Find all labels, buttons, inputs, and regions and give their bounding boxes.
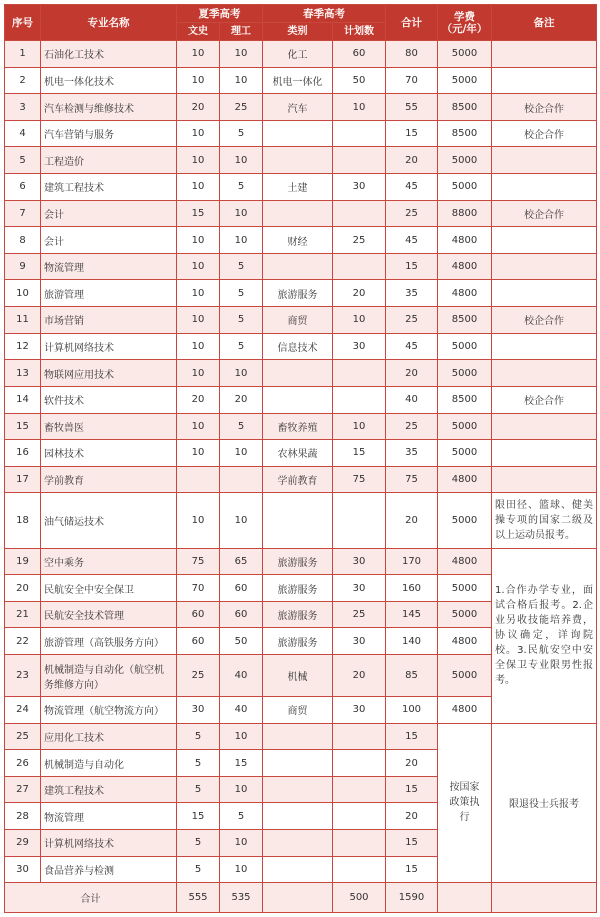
header-summer-exam: 夏季高考 [177,5,263,23]
row-li-count: 60 [220,601,263,628]
row-fee: 5000 [438,67,492,94]
row-li-count: 5 [220,803,263,830]
row-spring-plan [333,776,386,803]
row-spring-plan [333,120,386,147]
table-row [5,307,597,334]
row-spring-category: 机械 [263,655,333,697]
row-fee: 8500 [438,307,492,334]
row-wen-count: 10 [177,360,220,387]
header-plan: 计划数 [333,23,386,41]
row-fee: 5000 [438,575,492,602]
row-major-name: 畜牧兽医 [41,413,177,440]
row-spring-plan [333,386,386,413]
row-wen-count: 10 [177,41,220,68]
row-spring-plan [333,856,386,883]
row-remark [492,413,597,440]
row-spring-category: 信息技术 [263,333,333,360]
row-spring-plan [333,360,386,387]
row-spring-plan [333,253,386,280]
row-remark: 限田径、篮球、健美操专项的国家二级及以上运动员报考。 [492,493,597,548]
row-wen-count: 10 [177,67,220,94]
row-spring-category: 汽车 [263,94,333,121]
row-li-count: 15 [220,750,263,777]
row-li-count: 50 [220,628,263,655]
row-spring-plan: 20 [333,280,386,307]
row-major-name: 空中乘务 [41,548,177,575]
totals-label: 合计 [5,883,177,913]
row-fee: 4800 [438,280,492,307]
row-seq: 20 [5,575,41,602]
row-major-name: 物流管理 [41,803,177,830]
row-seq: 24 [5,697,41,724]
row-total: 45 [386,227,438,254]
row-major-name: 学前教育 [41,466,177,493]
row-spring-plan [333,723,386,750]
row-spring-plan [333,750,386,777]
table-row [5,413,597,440]
row-total: 15 [386,856,438,883]
row-fee: 4800 [438,227,492,254]
row-wen-count: 10 [177,253,220,280]
row-fee: 5000 [438,413,492,440]
totals-category [263,883,333,913]
row-spring-plan: 10 [333,94,386,121]
row-wen-count: 10 [177,493,220,548]
row-major-name: 旅游管理（高铁服务方向） [41,628,177,655]
row-wen-count: 15 [177,200,220,227]
row-spring-plan [333,147,386,174]
row-spring-category [263,776,333,803]
row-major-name: 石油化工技术 [41,41,177,68]
row-spring-plan [333,830,386,857]
row-seq: 22 [5,628,41,655]
table-row [5,360,597,387]
row-seq: 3 [5,94,41,121]
row-seq: 9 [5,253,41,280]
header-seq: 序号 [5,5,41,41]
row-wen-count: 5 [177,856,220,883]
row-major-name: 会计 [41,200,177,227]
row-spring-category [263,147,333,174]
row-li-count: 20 [220,386,263,413]
row-fee: 4800 [438,628,492,655]
row-major-name: 会计 [41,227,177,254]
row-remark: 校企合作 [492,94,597,121]
row-wen-count: 5 [177,750,220,777]
row-seq: 16 [5,440,41,467]
row-major-name: 软件技术 [41,386,177,413]
row-spring-category: 旅游服务 [263,575,333,602]
row-wen-count: 70 [177,575,220,602]
row-li-count: 65 [220,548,263,575]
row-wen-count: 20 [177,94,220,121]
enrollment-plan-table [4,4,597,913]
row-seq: 15 [5,413,41,440]
row-total: 25 [386,413,438,440]
row-major-name: 建筑工程技术 [41,776,177,803]
row-seq: 4 [5,120,41,147]
row-remark [492,280,597,307]
totals-remark-empty [492,883,597,913]
row-spring-plan: 15 [333,440,386,467]
row-remark [492,227,597,254]
row-major-name: 民航安全技术管理 [41,601,177,628]
row-major-name: 油气储运技术 [41,493,177,548]
row-wen-count: 10 [177,440,220,467]
table-row [5,723,597,750]
row-total: 15 [386,723,438,750]
totals-plan: 500 [333,883,386,913]
row-spring-plan: 60 [333,41,386,68]
row-total: 15 [386,253,438,280]
row-li-count [220,466,263,493]
table-row [5,147,597,174]
row-fee: 5000 [438,147,492,174]
row-spring-plan: 30 [333,174,386,201]
row-remark: 校企合作 [492,386,597,413]
row-li-count: 40 [220,655,263,697]
row-major-name: 工程造价 [41,147,177,174]
row-total: 145 [386,601,438,628]
row-li-count: 5 [220,120,263,147]
table-row [5,174,597,201]
row-fee: 4800 [438,697,492,724]
row-spring-plan: 20 [333,655,386,697]
row-total: 15 [386,830,438,857]
row-major-name: 物流管理 [41,253,177,280]
row-spring-category: 旅游服务 [263,548,333,575]
row-remark [492,147,597,174]
row-spring-category: 化工 [263,41,333,68]
row-seq: 17 [5,466,41,493]
row-wen-count: 10 [177,174,220,201]
row-total: 170 [386,548,438,575]
row-wen-count: 60 [177,601,220,628]
row-spring-category: 土建 [263,174,333,201]
row-wen-count: 10 [177,147,220,174]
row-spring-category [263,803,333,830]
row-fee: 5000 [438,601,492,628]
row-remark: 校企合作 [492,307,597,334]
row-wen-count: 20 [177,386,220,413]
header-remark: 备注 [492,5,597,41]
row-spring-category [263,253,333,280]
row-spring-plan: 75 [333,466,386,493]
row-seq: 6 [5,174,41,201]
row-fee: 5000 [438,174,492,201]
row-spring-plan [333,493,386,548]
row-li-count: 10 [220,200,263,227]
row-spring-category: 农林果蔬 [263,440,333,467]
row-major-name: 园林技术 [41,440,177,467]
row-fee: 8500 [438,386,492,413]
row-spring-category [263,493,333,548]
row-total: 20 [386,493,438,548]
row-spring-category [263,723,333,750]
row-li-count: 10 [220,830,263,857]
row-fee: 8500 [438,120,492,147]
row-li-count: 10 [220,856,263,883]
row-spring-category: 机电一体化 [263,67,333,94]
row-wen-count: 25 [177,655,220,697]
row-remark [492,466,597,493]
totals-total: 1590 [386,883,438,913]
row-total: 160 [386,575,438,602]
row-spring-plan: 25 [333,601,386,628]
row-seq: 14 [5,386,41,413]
enrollment-plan-table-container [4,4,596,913]
row-li-count: 10 [220,776,263,803]
row-major-name: 机械制造与自动化 [41,750,177,777]
row-li-count: 5 [220,280,263,307]
fee-policy-note: 按国家政策执行 [438,723,492,883]
totals-li: 535 [220,883,263,913]
row-total: 45 [386,333,438,360]
table-row [5,386,597,413]
table-row [5,548,597,575]
row-spring-plan: 30 [333,628,386,655]
row-total: 20 [386,750,438,777]
row-spring-plan: 30 [333,333,386,360]
row-total: 70 [386,67,438,94]
row-spring-category [263,856,333,883]
row-remark [492,333,597,360]
row-total: 35 [386,280,438,307]
row-spring-category: 畜牧养殖 [263,413,333,440]
row-spring-plan: 50 [333,67,386,94]
header-category: 类别 [263,23,333,41]
row-li-count: 25 [220,94,263,121]
row-seq: 1 [5,41,41,68]
row-fee: 4800 [438,548,492,575]
row-remark [492,253,597,280]
row-li-count: 10 [220,227,263,254]
row-major-name: 旅游管理 [41,280,177,307]
row-wen-count: 15 [177,803,220,830]
row-seq: 19 [5,548,41,575]
row-fee: 5000 [438,655,492,697]
row-li-count: 10 [220,723,263,750]
row-spring-category [263,750,333,777]
row-fee: 4800 [438,466,492,493]
table-row [5,41,597,68]
row-seq: 30 [5,856,41,883]
row-major-name: 机电一体化技术 [41,67,177,94]
row-spring-category: 商贸 [263,697,333,724]
row-wen-count: 75 [177,548,220,575]
row-spring-category [263,360,333,387]
row-major-name: 计算机网络技术 [41,333,177,360]
row-li-count: 5 [220,253,263,280]
row-spring-category: 旅游服务 [263,628,333,655]
row-spring-plan [333,200,386,227]
row-total: 15 [386,120,438,147]
row-seq: 25 [5,723,41,750]
row-spring-plan: 30 [333,548,386,575]
row-spring-category: 财经 [263,227,333,254]
row-seq: 29 [5,830,41,857]
row-remark [492,41,597,68]
row-seq: 27 [5,776,41,803]
row-total: 40 [386,386,438,413]
row-spring-plan: 25 [333,227,386,254]
row-remark: 校企合作 [492,200,597,227]
row-remark [492,67,597,94]
row-li-count: 5 [220,307,263,334]
row-li-count: 40 [220,697,263,724]
row-spring-category [263,200,333,227]
row-li-count: 10 [220,440,263,467]
table-row [5,120,597,147]
row-wen-count: 10 [177,333,220,360]
table-row [5,94,597,121]
header-li: 理工 [220,23,263,41]
row-fee: 5000 [438,333,492,360]
row-seq: 11 [5,307,41,334]
row-wen-count: 10 [177,120,220,147]
row-wen-count: 5 [177,723,220,750]
row-seq: 21 [5,601,41,628]
row-major-name: 汽车检测与维修技术 [41,94,177,121]
row-total: 20 [386,360,438,387]
row-fee: 5000 [438,440,492,467]
cooperative-program-note: 1.合作办学专业，面试合格后报考。2.企业另收技能培养费，协议确定，详询院校。3.民航安空中安全保卫专业限男性报考。 [492,548,597,723]
header-wen: 文史 [177,23,220,41]
header-total: 合计 [386,5,438,41]
row-spring-category [263,830,333,857]
table-row [5,200,597,227]
row-remark [492,440,597,467]
header-fee: 学费 （元/年） [438,5,492,41]
row-total: 80 [386,41,438,68]
row-seq: 12 [5,333,41,360]
table-row [5,280,597,307]
row-major-name: 市场营销 [41,307,177,334]
row-total: 55 [386,94,438,121]
row-wen-count: 30 [177,697,220,724]
row-li-count: 5 [220,413,263,440]
row-wen-count: 5 [177,830,220,857]
row-major-name: 食品营养与检测 [41,856,177,883]
row-spring-category [263,120,333,147]
row-wen-count: 60 [177,628,220,655]
row-total: 35 [386,440,438,467]
row-li-count: 10 [220,493,263,548]
row-seq: 10 [5,280,41,307]
row-total: 20 [386,147,438,174]
row-li-count: 10 [220,360,263,387]
row-major-name: 物联网应用技术 [41,360,177,387]
row-seq: 5 [5,147,41,174]
row-remark: 校企合作 [492,120,597,147]
row-fee: 8800 [438,200,492,227]
table-row [5,67,597,94]
row-seq: 2 [5,67,41,94]
row-major-name: 计算机网络技术 [41,830,177,857]
row-seq: 28 [5,803,41,830]
row-total: 25 [386,200,438,227]
row-fee: 5000 [438,41,492,68]
row-li-count: 10 [220,67,263,94]
totals-row [5,883,597,913]
row-spring-category: 旅游服务 [263,601,333,628]
row-total: 140 [386,628,438,655]
row-li-count: 10 [220,41,263,68]
totals-fee-empty [438,883,492,913]
row-li-count: 5 [220,174,263,201]
row-seq: 23 [5,655,41,697]
row-li-count: 60 [220,575,263,602]
row-remark [492,360,597,387]
row-fee: 5000 [438,493,492,548]
totals-wen: 555 [177,883,220,913]
row-spring-plan: 10 [333,307,386,334]
row-seq: 26 [5,750,41,777]
row-total: 20 [386,803,438,830]
header-row-1 [5,5,597,23]
row-wen-count: 10 [177,307,220,334]
row-total: 85 [386,655,438,697]
row-major-name: 建筑工程技术 [41,174,177,201]
row-spring-category [263,386,333,413]
row-spring-category: 学前教育 [263,466,333,493]
row-total: 100 [386,697,438,724]
row-li-count: 10 [220,147,263,174]
table-row [5,333,597,360]
row-seq: 8 [5,227,41,254]
table-row [5,253,597,280]
row-total: 25 [386,307,438,334]
table-row [5,227,597,254]
table-row [5,440,597,467]
row-major-name: 民航安全中安全保卫 [41,575,177,602]
row-spring-category: 商贸 [263,307,333,334]
row-remark [492,174,597,201]
row-spring-category: 旅游服务 [263,280,333,307]
row-seq: 7 [5,200,41,227]
row-seq: 13 [5,360,41,387]
row-wen-count [177,466,220,493]
row-major-name: 物流管理（航空物流方向） [41,697,177,724]
row-fee: 4800 [438,253,492,280]
row-total: 45 [386,174,438,201]
row-wen-count: 10 [177,280,220,307]
row-spring-plan: 30 [333,575,386,602]
row-major-name: 汽车营销与服务 [41,120,177,147]
table-row [5,493,597,548]
row-spring-plan: 30 [333,697,386,724]
row-spring-plan: 10 [333,413,386,440]
row-fee: 5000 [438,360,492,387]
row-major-name: 应用化工技术 [41,723,177,750]
row-major-name: 机械制造与自动化（航空机务维修方向） [41,655,177,697]
row-total: 75 [386,466,438,493]
header-major: 专业名称 [41,5,177,41]
row-spring-plan [333,803,386,830]
table-row [5,466,597,493]
row-wen-count: 10 [177,227,220,254]
row-fee: 8500 [438,94,492,121]
veteran-only-note: 限退役士兵报考 [492,723,597,883]
row-wen-count: 10 [177,413,220,440]
header-spring-exam: 春季高考 [263,5,386,23]
row-total: 15 [386,776,438,803]
table-body [5,41,597,913]
row-seq: 18 [5,493,41,548]
row-li-count: 5 [220,333,263,360]
row-wen-count: 5 [177,776,220,803]
